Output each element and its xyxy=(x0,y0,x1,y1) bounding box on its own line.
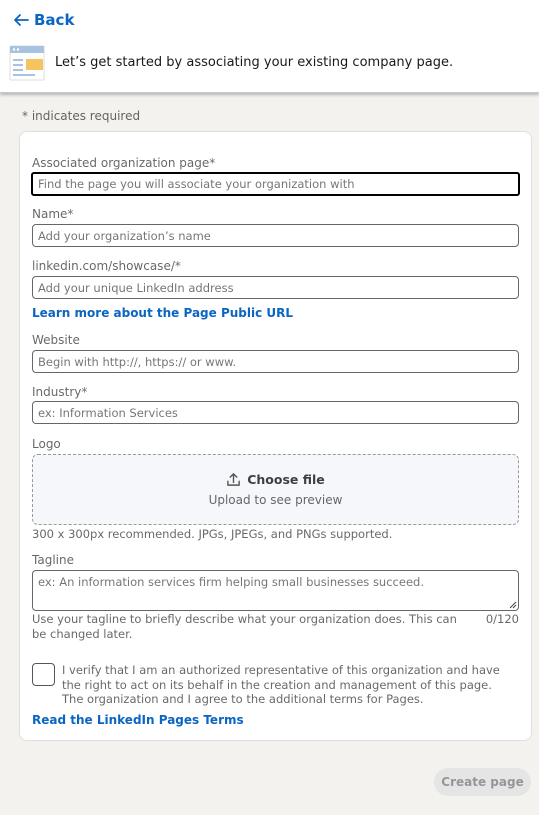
url-input[interactable] xyxy=(32,276,519,299)
industry-label: Industry* xyxy=(32,385,88,399)
learn-more-url-link[interactable]: Learn more about the Page Public URL xyxy=(32,306,294,320)
tagline-textarea[interactable] xyxy=(32,570,519,611)
arrow-left-icon xyxy=(12,11,30,29)
associated-page-input[interactable] xyxy=(31,172,520,196)
tagline-label: Tagline xyxy=(32,553,74,567)
tagline-help-text: Use your tagline to briefly describe what your organization does. This can be changed later. xyxy=(32,612,457,641)
upload-icon xyxy=(226,472,241,487)
associated-page-label: Associated organization page* xyxy=(32,156,216,170)
name-input[interactable] xyxy=(32,224,519,247)
tagline-char-counter: 0/120 xyxy=(485,612,519,626)
required-note: * indicates required xyxy=(22,109,141,123)
resize-grip-icon[interactable] xyxy=(509,601,517,609)
website-input[interactable] xyxy=(32,350,519,373)
choose-file-button[interactable] xyxy=(33,472,518,487)
name-label: Name* xyxy=(32,207,74,221)
url-label: linkedin.com/showcase/* xyxy=(32,259,181,273)
logo-requirements: 300 x 300px recommended. JPGs, JPEGs, and PNGs supported. xyxy=(32,527,393,541)
create-page-button[interactable]: Create page xyxy=(434,768,531,796)
industry-input[interactable] xyxy=(32,401,519,424)
back-link[interactable] xyxy=(12,9,74,31)
top-header xyxy=(0,0,539,93)
verify-checkbox[interactable] xyxy=(32,663,55,686)
verify-text: I verify that I am an authorized representative of this organization and have the right to act on its behalf in the creation and management of this page. The organization and I agree to the additional terms for Pages. xyxy=(62,663,500,706)
choose-file-label: Choose file xyxy=(247,472,325,487)
logo-upload-dropzone[interactable] xyxy=(32,454,519,525)
form-card xyxy=(19,131,532,741)
logo-label: Logo xyxy=(32,437,61,451)
upload-preview-hint: Upload to see preview xyxy=(208,493,343,507)
pages-terms-link[interactable]: Read the LinkedIn Pages Terms xyxy=(32,713,244,727)
website-label: Website xyxy=(32,333,80,347)
company-page-illustration-icon xyxy=(9,45,45,81)
intro-text: Let’s get started by associating your existing company page. xyxy=(55,55,454,70)
back-label: Back xyxy=(34,11,75,29)
